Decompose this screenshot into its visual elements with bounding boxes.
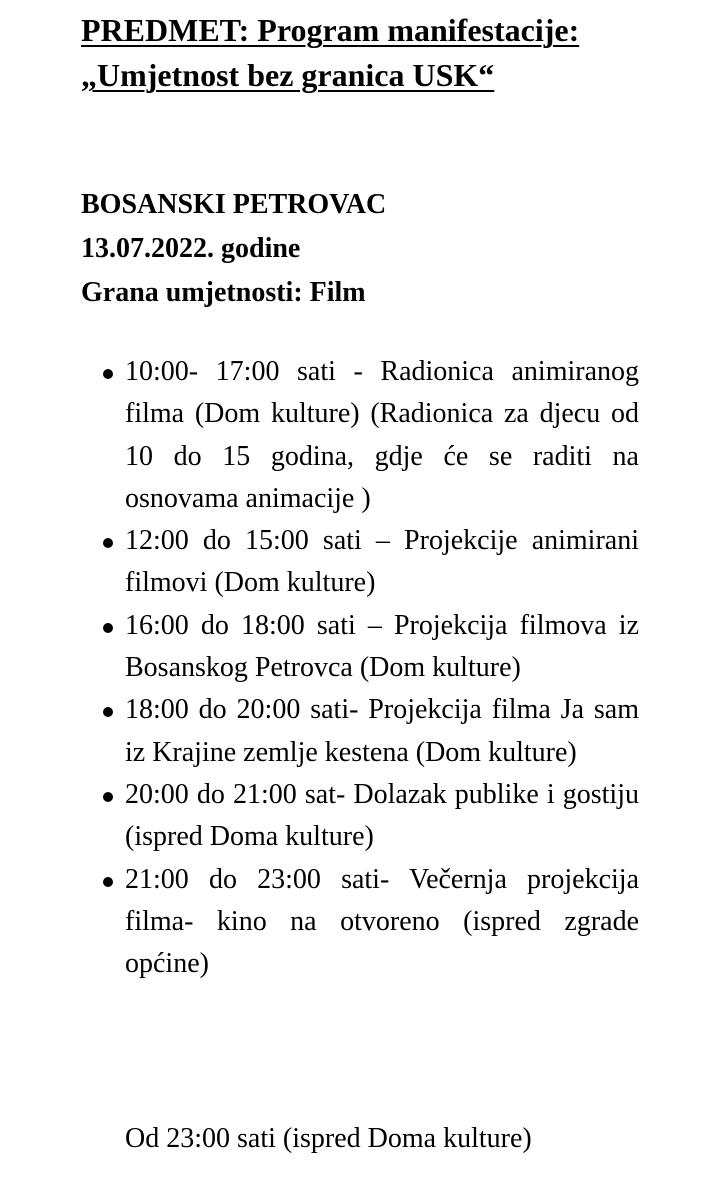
list-item — [0, 520, 720, 605]
subject-line-1: PREDMET: Program manifestacije: — [81, 12, 580, 48]
schedule-item-text: 18:00 do 20:00 sati- Projekcija filma Ja sam iz Krajine zemlje kestena (Dom kulture) — [125, 694, 639, 768]
bullet-icon — [103, 707, 113, 717]
list-item — [0, 605, 720, 690]
bullet-icon — [103, 623, 113, 633]
schedule-item-text: 12:00 do 15:00 sati – Projekcije animirani filmovi (Dom kulture) — [125, 525, 639, 599]
event-date: 13.07.2022. godine — [81, 233, 301, 264]
event-location: BOSANSKI PETROVAC — [81, 189, 387, 220]
schedule-item-text: 20:00 do 21:00 sat- Dolazak publike i gostiju (ispred Doma kulture) — [125, 778, 639, 853]
event-meta — [81, 183, 386, 315]
schedule-list — [0, 351, 720, 985]
list-item — [0, 351, 720, 520]
bullet-icon — [103, 792, 113, 802]
list-item — [0, 689, 720, 774]
bullet-icon — [103, 369, 113, 379]
art-branch: Grana umjetnosti: Film — [81, 277, 366, 308]
schedule-trailing-line: Od 23:00 sati (ispred Doma kulture) — [125, 1123, 532, 1154]
subject-line-2: „Umjetnost bez granica USK“ — [81, 57, 495, 93]
subject-heading — [81, 8, 681, 98]
bullet-icon — [103, 877, 113, 887]
schedule-item-text: 21:00 do 23:00 sati- Večernja projekcija filma- kino na otvoreno (ispred zgrade općine) — [125, 863, 639, 980]
list-item — [0, 859, 720, 986]
list-item — [0, 774, 720, 859]
schedule-item-text: 16:00 do 18:00 sati – Projekcija filmova iz Bosanskog Petrovca (Dom kulture) — [125, 609, 639, 684]
bullet-icon — [103, 538, 113, 548]
schedule-item-text: 10:00- 17:00 sati - Radionica animiranog filma (Dom kulture) (Radionica za djecu od 10 do 15 godina, gdje će se raditi na osnovama animacije ) — [125, 356, 639, 514]
